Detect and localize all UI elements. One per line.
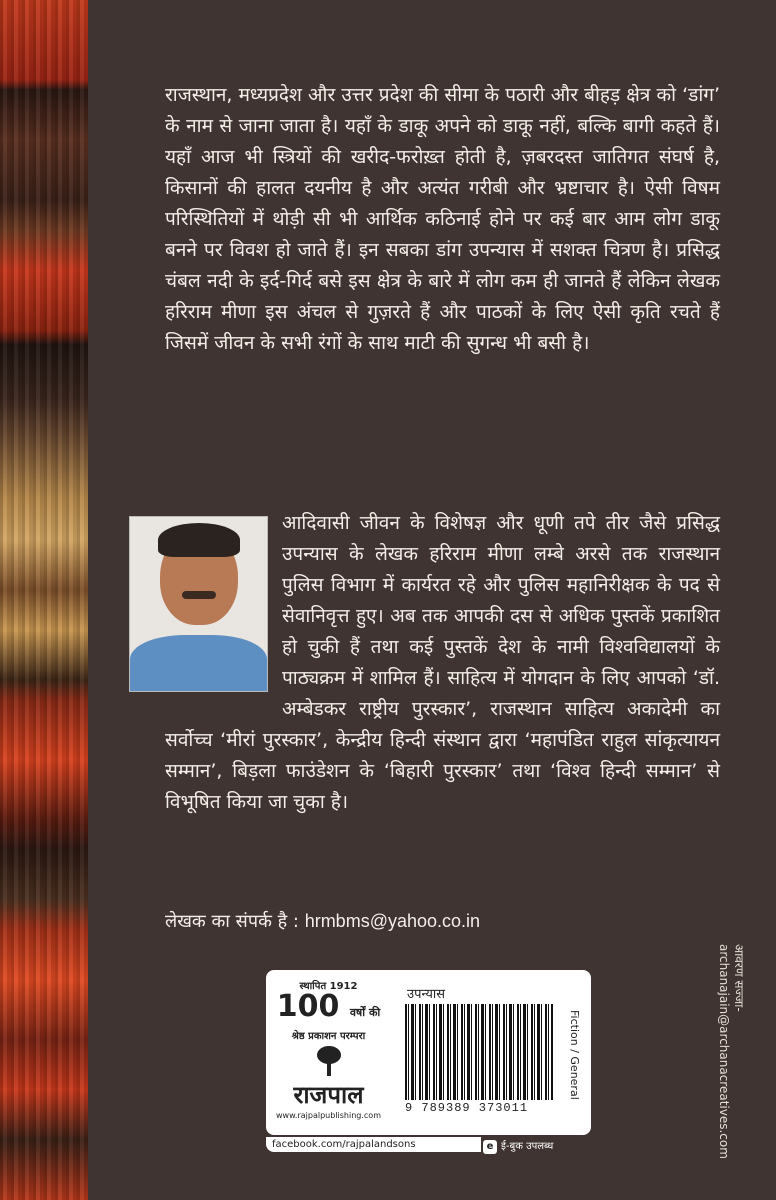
cover-credit-email: archanajain@archanacreatives.com <box>717 944 731 1159</box>
isbn-number: 9 789389 373011 <box>405 1101 529 1115</box>
author-bio <box>165 508 720 818</box>
cover-design-credit <box>706 944 746 1159</box>
publisher-established: स्थापित 1912 <box>299 981 358 992</box>
publisher-name: राजपाल <box>293 1081 364 1109</box>
publisher-tradition: श्रेष्ठ प्रकाशन परम्परा <box>291 1031 366 1042</box>
genre-label: उपन्यास <box>407 987 446 1002</box>
barcode-icon <box>405 1004 553 1100</box>
publisher-facebook[interactable]: facebook.com/rajpalandsons <box>266 1137 481 1152</box>
author-contact <box>165 909 480 933</box>
cover-credit-title: आवरण सज्जा- <box>732 944 746 1012</box>
ebook-label: ई-बुक उपलब्ध <box>501 1141 554 1152</box>
tree-icon <box>314 1046 344 1076</box>
ebook-available <box>483 1138 553 1154</box>
publisher-logo-box <box>266 970 391 1135</box>
publisher-website[interactable]: www.rajpalpublishing.com <box>276 1111 381 1120</box>
publisher-hundred: 100 वर्षों की <box>276 989 381 1024</box>
decorative-art-strip <box>0 0 88 1200</box>
ebook-icon: e <box>483 1140 497 1154</box>
contact-email[interactable]: hrmbms@yahoo.co.in <box>304 911 481 931</box>
book-description: राजस्थान, मध्यप्रदेश और उत्तर प्रदेश की सीमा के पठारी और बीहड़ क्षेत्र को ‘डांग’ के नाम से जाना जाता है। यहाँ के डाकू अपने को डाकू नहीं, बल्कि बागी कहते हैं। यहाँ आज भी स्त्रियों की खरीद-फरोख़्त होती है, ज़बरदस्त जातिगत संघर्ष है, किसानों की हालत दयनीय है और अत्यंत गरीबी और भ्रष्टाचार है। ऐसी विषम परिस्थितियों में थोड़ी सी भी आर्थिक कठिनाई होने पर कई बार आम लोग डाकू बनने पर विवश हो जाते हैं। इन सबका डांग उपन्यास में सशक्त चित्रण है। प्रसिद्ध चंबल नदी के इर्द-गिर्द बसे इस क्षेत्र के बारे में लोग कम ही जानते हैं लेकिन लेखक हरिराम मीणा इस अंचल से गुज़रते हैं और पाठकों के लिए ऐसी कृति रचते हैं जिसमें जीवन के सभी रंगों के साथ माटी की सुगन्ध भी बसी है। <box>165 84 720 354</box>
barcode-box <box>391 970 591 1135</box>
contact-label: लेखक का संपर्क है : <box>165 911 305 932</box>
author-bio-text: आदिवासी जीवन के विशेषज्ञ और धूणी तपे तीर जैसे प्रसिद्ध उपन्यास के लेखक हरिराम मीणा लम्बे अरसे तक राजस्थान पुलिस विभाग में कार्यरत रहे और पुलिस महानिरीक्षक के पद से सेवानिवृत्त हुए। अब तक आपकी दस से अधिक पुस्तकें प्रकाशित हो चुकी हैं तथा कई पुस्तकें देश के नामी विश्वविद्यालयों के पाठ्यक्रम में शामिल हैं। साहित्य में योगदान के लिए आपको ‘डॉ. अम्बेडकर राष्ट्रीय पुरस्कार’, राजस्थान साहित्य अकादेमी का सर्वोच्च ‘मीरां पुरस्कार’, केन्द्रीय हिन्दी संस्थान द्वारा ‘महापंडित राहुल सांकृत्यायन सम्मान’, बिड़ला फाउंडेशन के ‘बिहारी पुरस्कार’ तथा ‘विश्व हिन्दी सम्मान’ से विभूषित किया जा चुका है। <box>165 512 720 813</box>
category-label: Fiction / General <box>568 1010 581 1100</box>
author-photo <box>129 516 268 692</box>
